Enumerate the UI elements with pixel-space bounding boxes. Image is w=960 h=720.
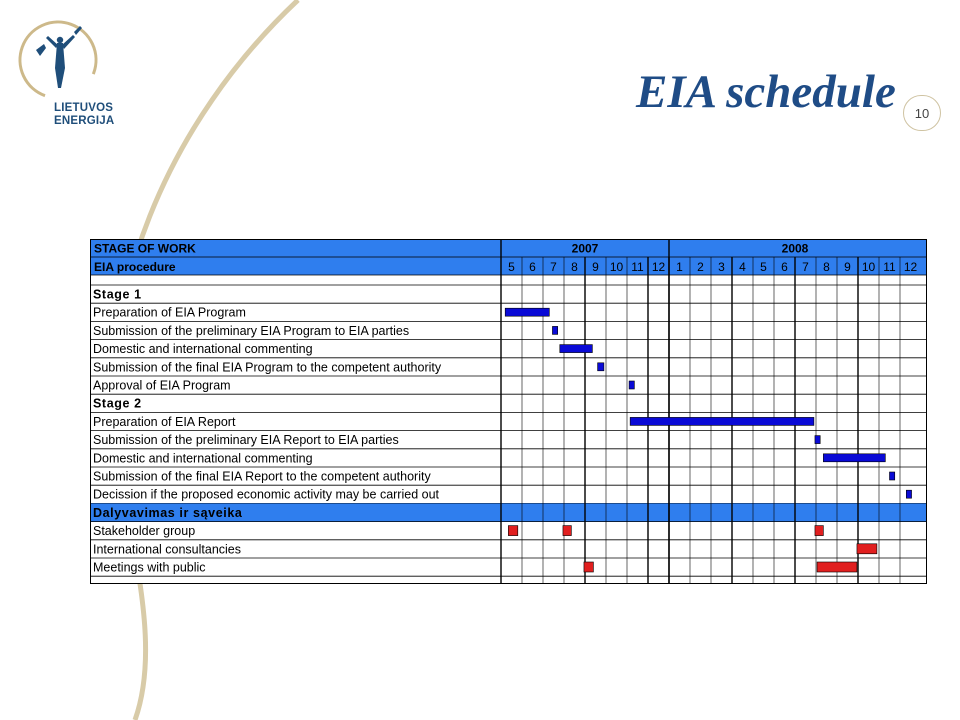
year-label-2007: 2007 — [571, 241, 599, 256]
task-row-label: Submission of the final EIA Report to the competent authority — [93, 469, 431, 484]
eia-procedure-header: EIA procedure — [94, 260, 176, 274]
stage-row-label: Stage 2 — [93, 396, 142, 411]
event-bar — [857, 544, 877, 554]
month-label: 4 — [739, 260, 746, 274]
event-bar — [815, 526, 823, 536]
task-row-label: International consultancies — [93, 542, 242, 557]
month-label: 2 — [697, 260, 704, 274]
task-bar — [630, 417, 814, 425]
task-bar — [823, 454, 885, 462]
event-bar — [817, 562, 857, 572]
month-label: 6 — [529, 260, 536, 274]
year-label-2008: 2008 — [781, 241, 809, 256]
stage-of-work-header: STAGE OF WORK — [94, 241, 196, 256]
month-label: 5 — [508, 260, 515, 274]
task-row-label: Domestic and international commenting — [93, 342, 313, 357]
task-bar — [598, 363, 604, 371]
task-row-label: Meetings with public — [93, 560, 206, 575]
task-bar — [505, 308, 549, 316]
month-label: 9 — [844, 260, 851, 274]
logo-wordmark — [54, 102, 114, 128]
task-bar — [629, 381, 634, 389]
slide-title: EIA schedule — [636, 66, 896, 118]
event-bar — [584, 562, 593, 572]
statue-logo-icon — [14, 18, 124, 102]
task-bar — [552, 326, 557, 334]
task-row-label: Stakeholder group — [93, 524, 196, 539]
task-row-label: Domestic and international commenting — [93, 451, 313, 466]
month-label: 12 — [651, 260, 666, 274]
month-label: 5 — [760, 260, 767, 274]
task-row-label: Preparation of EIA Report — [93, 414, 236, 429]
event-bar — [563, 526, 571, 536]
month-label: 8 — [823, 260, 830, 274]
month-label: 7 — [550, 260, 557, 274]
month-label: 11 — [883, 260, 896, 274]
task-bar — [815, 436, 820, 444]
month-label: 10 — [609, 260, 624, 274]
month-label: 11 — [631, 260, 644, 274]
gantt-chart — [90, 239, 927, 584]
month-label: 6 — [781, 260, 788, 274]
month-label: 8 — [571, 260, 578, 274]
task-row-label: Submission of the preliminary EIA Report to EIA parties — [93, 433, 399, 448]
task-bar — [906, 490, 911, 498]
event-bar — [508, 526, 517, 536]
month-label: 3 — [718, 260, 725, 274]
company-logo — [14, 18, 124, 138]
task-bar — [890, 472, 895, 480]
task-bar — [560, 345, 593, 353]
stage-row-label: Stage 1 — [93, 287, 142, 302]
month-label: 10 — [861, 260, 876, 274]
page-number: 10 — [903, 95, 941, 131]
task-row-label: Approval of EIA Program — [93, 378, 231, 393]
task-row-label: Submission of the preliminary EIA Program to EIA parties — [93, 323, 410, 338]
section-row-label: Dalyvavimas ir sąveika — [93, 505, 243, 520]
logo-line-2: ENERGIJA — [54, 115, 115, 127]
logo-line-1: LIETUVOS — [54, 102, 114, 114]
task-row-label: Decission if the proposed economic activity may be carried out — [93, 487, 439, 502]
month-label: 12 — [903, 260, 918, 274]
month-label: 1 — [676, 260, 683, 274]
task-row-label: Submission of the final EIA Program to the competent authority — [93, 360, 442, 375]
month-label: 9 — [592, 260, 599, 274]
month-label: 7 — [802, 260, 809, 274]
task-row-label: Preparation of EIA Program — [93, 305, 246, 320]
